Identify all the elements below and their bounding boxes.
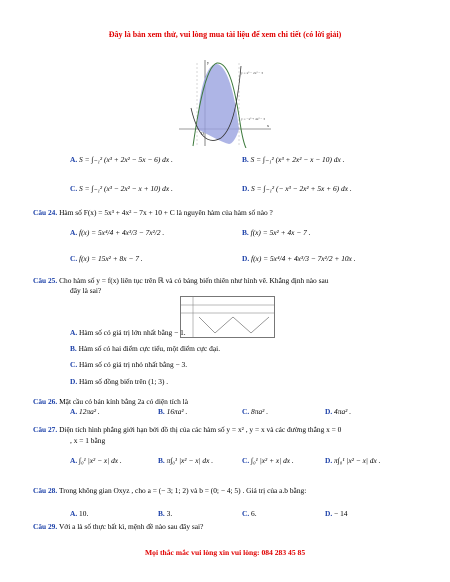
q26-label-c: C. <box>242 407 250 416</box>
q25-option-d[interactable] <box>70 377 168 387</box>
q25-text-d: Hàm số đồng biến trên (1; 3) . <box>79 377 169 386</box>
q24-number: Câu 24. <box>33 208 58 217</box>
q25-label-d: D. <box>70 377 78 386</box>
q26-label-a: A. <box>70 407 78 416</box>
q25-option-c[interactable] <box>70 360 187 370</box>
q28-stem-text: Trong không gian Oxyz , cho a = (− 3; 1; 2) và b = (0; − 4; 5) . Giá trị của a.b bằng: <box>58 486 307 495</box>
q23-option-d[interactable] <box>242 184 352 194</box>
q23-label-c: C. <box>70 184 78 193</box>
q27-text-a: ∫₀¹ |x² − x| dx . <box>79 456 122 465</box>
q24-label-a: A. <box>70 228 78 237</box>
q24-option-c[interactable] <box>70 254 143 264</box>
q23-label-a: A. <box>70 155 78 164</box>
q25-label-c: C. <box>70 360 78 369</box>
q28-option-c[interactable] <box>242 509 257 519</box>
q24-option-d[interactable] <box>242 254 356 264</box>
q25-stem-line1: Cho hàm số y = f(x) liên tục trên ℝ và có bảng biến thiên như hình vẽ. Khẳng định nào sau <box>59 276 329 285</box>
q27-stem <box>33 425 341 435</box>
q25-option-b[interactable] <box>70 344 220 354</box>
q26-option-b[interactable] <box>158 407 187 417</box>
area-graph <box>177 58 273 148</box>
curve-label-2: y = −x³ + 4x² − 3 <box>241 117 265 121</box>
q26-label-d: D. <box>325 407 333 416</box>
q24-label-c: C. <box>70 254 78 263</box>
q28-option-a[interactable] <box>70 509 88 519</box>
q24-option-b[interactable] <box>242 228 311 238</box>
q26-number: Câu 26. <box>33 397 58 406</box>
q28-label-d: D. <box>325 509 333 518</box>
q26-label-b: B. <box>158 407 165 416</box>
q27-option-d[interactable] <box>325 456 380 466</box>
q24-label-d: D. <box>242 254 250 263</box>
variation-table <box>180 296 275 338</box>
q26-text-d: 4πa² . <box>334 407 352 416</box>
q24-stem <box>33 208 273 218</box>
q28-option-b[interactable] <box>158 509 172 519</box>
q28-text-c: 6. <box>251 509 257 518</box>
q28-text-a: 10. <box>79 509 89 518</box>
q26-text-a: 12πa² . <box>79 407 100 416</box>
q27-label-c: C. <box>242 456 250 465</box>
axis-y-label: y <box>207 60 209 65</box>
q28-label-c: C. <box>242 509 250 518</box>
q23-text-d: S = ∫₋₁² (− x³ − 2x² + 5x + 6) dx . <box>251 184 352 193</box>
footer-contact: Mọi thắc mắc vui lòng xin vui lòng: 084 283 45 85 <box>145 548 306 557</box>
q24-option-a[interactable] <box>70 228 164 238</box>
origin-label: O <box>201 131 204 136</box>
q27-number: Câu 27. <box>33 425 58 434</box>
q25-stem <box>33 276 328 286</box>
q28-label-a: A. <box>70 509 78 518</box>
q27-text-d: π∫₀¹ |x² − x| dx . <box>334 456 381 465</box>
q25-stem-line2: đây là sai? <box>70 286 102 295</box>
q25-number: Câu 25. <box>33 276 58 285</box>
q25-label-a: A. <box>70 328 78 337</box>
q23-option-c[interactable] <box>70 184 173 194</box>
q24-text-a: f(x) = 5x⁴/4 + 4x³/3 − 7x²/2 . <box>79 228 165 237</box>
q24-text-d: f(x) = 5x⁴/4 + 4x³/3 − 7x²/2 + 10x . <box>251 254 356 263</box>
q28-text-b: 3. <box>166 509 173 518</box>
q25-text-c: Hàm số có giá trị nhỏ nhất bằng − 3. <box>79 360 188 369</box>
q29-number: Câu 29. <box>33 522 58 531</box>
q23-option-b[interactable] <box>242 155 344 165</box>
q27-text-c: ∫₀¹ |x² + x| dx . <box>251 456 294 465</box>
q23-text-c: S = ∫₋₁² (x³ − 2x² − x + 10) dx . <box>79 184 173 193</box>
q28-number: Câu 28. <box>33 486 58 495</box>
q25-option-a[interactable] <box>70 328 186 338</box>
q24-label-b: B. <box>242 228 249 237</box>
q26-stem-text: Mặt cầu có bán kính bằng 2a có diện tích là <box>59 397 188 406</box>
q23-text-b: S = ∫₋₁² (x³ + 2x² − x − 10) dx . <box>250 155 345 164</box>
q29-stem <box>33 522 203 532</box>
q26-option-c[interactable] <box>242 407 268 417</box>
q27-option-c[interactable] <box>242 456 294 466</box>
q27-label-d: D. <box>325 456 333 465</box>
axis-x-label: x <box>267 123 269 128</box>
q25-text-a: Hàm số có giá trị lớn nhất bằng − 1. <box>79 328 186 337</box>
curve-label-1: y = x³ − 2x² − 3 <box>241 71 264 75</box>
q28-text-d: − 14 <box>334 509 348 518</box>
q29-stem-text: Với a là số thực bất kì, mệnh đề nào sau đây sai? <box>58 522 204 531</box>
q24-text-b: f(x) = 5x² + 4x − 7 . <box>250 228 311 237</box>
q24-text-c: f(x) = 15x² + 8x − 7 . <box>79 254 143 263</box>
q27-option-b[interactable] <box>158 456 213 466</box>
q26-text-b: 16πa² . <box>166 407 188 416</box>
q27-option-a[interactable] <box>70 456 122 466</box>
q28-option-d[interactable] <box>325 509 347 519</box>
q26-option-a[interactable] <box>70 407 100 417</box>
q23-text-a: S = ∫₋₁² (x³ + 2x² − 5x − 6) dx . <box>79 155 173 164</box>
q25-label-b: B. <box>70 344 77 353</box>
q28-stem <box>33 486 306 496</box>
q27-stem-line2: , x = 1 bằng <box>70 436 106 445</box>
q25-text-b: Hàm số có hai điểm cực tiểu, một điểm cực đại. <box>78 344 221 353</box>
q26-text-c: 8πa² . <box>251 407 269 416</box>
q26-option-d[interactable] <box>325 407 351 417</box>
q23-option-a[interactable] <box>70 155 173 165</box>
q27-stem-line1: Diện tích hình phẳng giới hạn bởi đồ thị của các hàm số y = x² , y = x và các đường thẳng x = 0 <box>59 425 342 434</box>
q24-stem-text: Hàm số F(x) = 5x³ + 4x² − 7x + 10 + C là nguyên hàm của hàm số nào ? <box>59 208 273 217</box>
header-banner: Đây là bản xem thử, vui lòng mua tài liệu để xem chi tiết (có lời giải) <box>108 30 342 39</box>
q27-label-b: B. <box>158 456 165 465</box>
q28-label-b: B. <box>158 509 165 518</box>
q27-text-b: π∫₀¹ |x² − x| dx . <box>166 456 214 465</box>
q26-stem <box>33 397 188 407</box>
q23-label-b: B. <box>242 155 249 164</box>
q27-label-a: A. <box>70 456 78 465</box>
q23-label-d: D. <box>242 184 250 193</box>
